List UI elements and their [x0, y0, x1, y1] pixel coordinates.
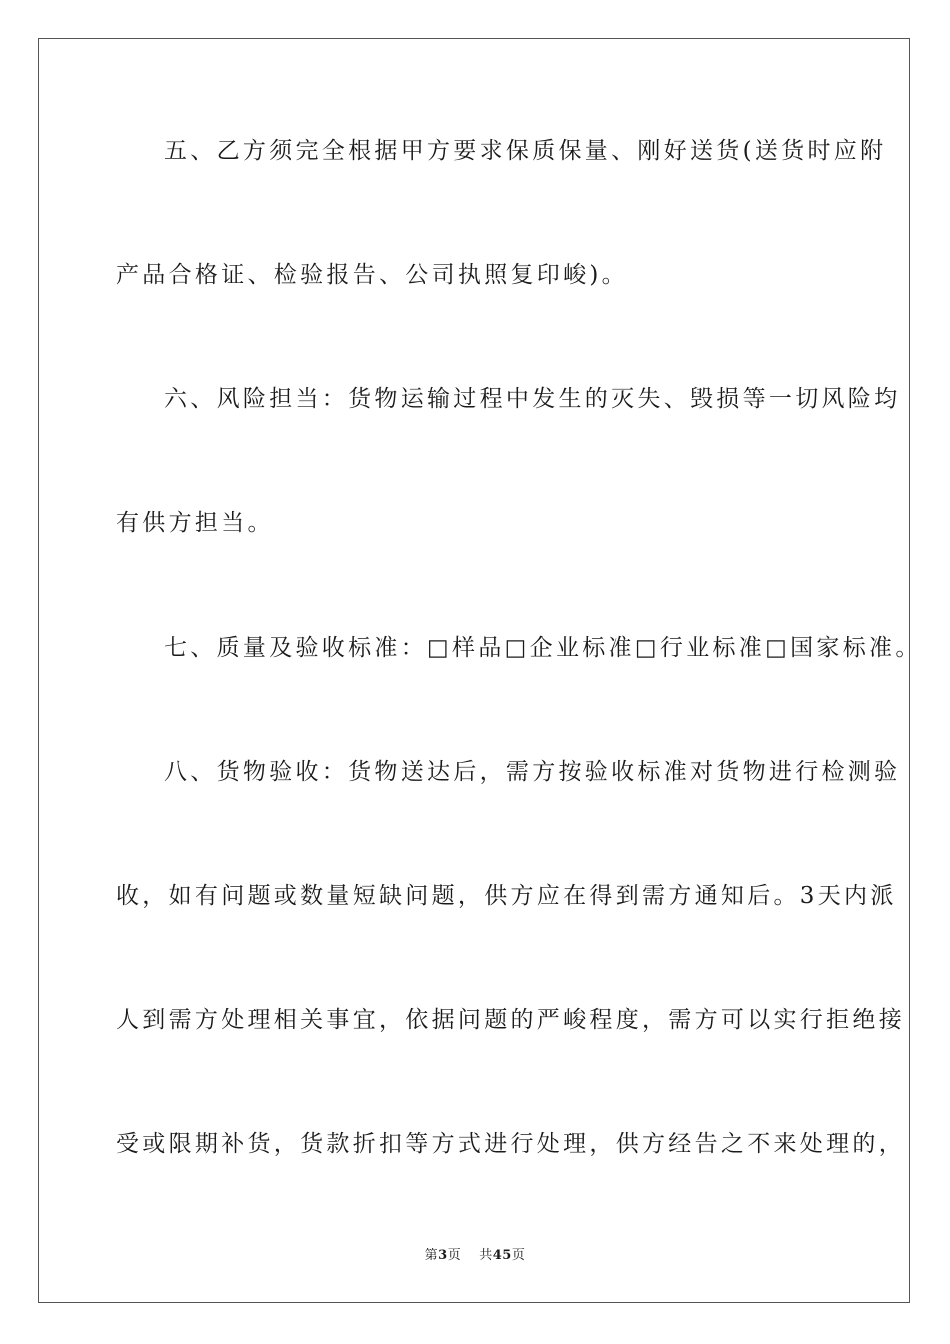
paragraph-6-line-2: 有供方担当。: [116, 510, 274, 536]
total-suffix: 页: [511, 1248, 526, 1263]
current-page-number: 3: [438, 1248, 448, 1263]
page-suffix: 页: [447, 1248, 462, 1263]
total-prefix: 共: [479, 1248, 493, 1263]
paragraph-7-line-1: 七、质量及验收标准：□样品□企业标准□行业标准□国家标准。: [164, 635, 922, 661]
paragraph-5-line-2: 产品合格证、检验报告、公司执照复印峻)。: [116, 262, 628, 288]
paragraph-5-line-1: 五、乙方须完全根据甲方要求保质保量、刚好送货(送货时应附: [164, 138, 887, 164]
paragraph-6-line-1: 六、风险担当：货物运输过程中发生的灭失、毁损等一切风险均: [164, 386, 901, 412]
total-pages-number: 45: [492, 1248, 512, 1263]
page-border: [38, 38, 922, 1303]
paragraph-8-line-1: 八、货物验收：货物送达后，需方按验收标准对货物进行检测验: [164, 759, 901, 785]
page-footer: [0, 1247, 950, 1265]
paragraph-8-line-2: 收，如有问题或数量短缺问题，供方应在得到需方通知后。3天内派: [116, 883, 897, 909]
page-prefix: 第: [424, 1248, 439, 1263]
paragraph-8-line-3: 人到需方处理相关事宜，依据问题的严峻程度，需方可以实行拒绝接: [116, 1007, 905, 1033]
paragraph-8-line-4: 受或限期补货，货款折扣等方式进行处理，供方经告之不来处理的，: [116, 1131, 905, 1157]
